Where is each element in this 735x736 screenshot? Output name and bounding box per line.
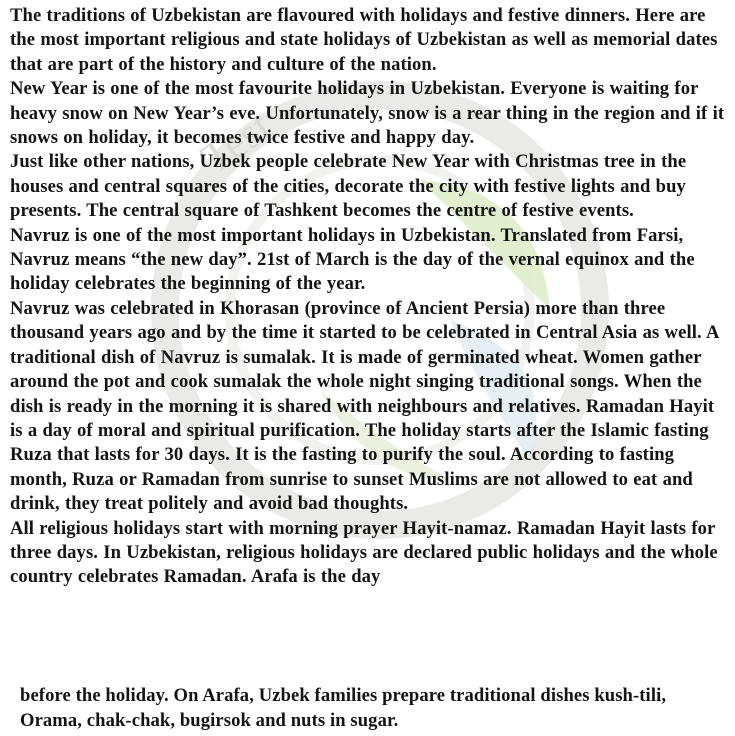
paragraph: Navruz was celebrated in Khorasan (province of Ancient Persia) more than three thousand years ago and by the time it started to be celebrated in Central Asia as well. A traditional dish of Navruz is sumalak. It is made of germinated wheat. Women gather around the pot and cook sumalak the whole night singing traditional songs. When the dish is ready in the morning it is shared with neighbours and relatives. Ramadan Hayit is a day of moral and spiritual purification. The holiday starts after the Islamic fasting Ruza that lasts for 30 days. It is the fasting to purify the soul. According to fasting month, Ruza or Ramadan from sunrise to sunset Muslims are not allowed to eat and drink, they treat politely and avoid bad thoughts. — [10, 297, 719, 515]
svg-text:Test: Test — [192, 101, 281, 184]
paragraph: New Year is one of the most favourite holidays in Uzbekistan. Everyone is waiting for heavy snow on New Year’s eve. Unfortunately, snow is a rear thing in the region and if it snows on holiday, it becomes twice festive and happy day. — [10, 78, 725, 149]
document-body — [10, 4, 732, 590]
paragraph: All religious holidays start with morning prayer Hayit-namaz. Ramadan Hayit lasts for three days. In Uzbekistan, religious holidays are declared public holidays and the whole country celebrates Ramadan. Arafa is the day — [10, 517, 718, 588]
paragraph: The traditions of Uzbekistan are flavoured with holidays and festive dinners. Here are the most important religious and state holidays of Uzbekistan as well as memorial dates that are part of the history and culture of the nation. — [10, 5, 718, 75]
paragraph: Just like other nations, Uzbek people celebrate New Year with Christmas tree in the houses and central squares of the cities, decorate the city with festive lights and buy presents. The central square of Tashkent becomes the centre of festive events. — [10, 151, 687, 222]
continuation-block — [20, 683, 725, 733]
paragraph: Navruz is one of the most important holidays in Uzbekistan. Translated from Farsi, Navruz means “the new day”. 21st of March is the day of the vernal equinox and the holiday celebrates the beginning of the year. — [10, 224, 695, 295]
paragraph-continuation: before the holiday. On Arafa, Uzbek families prepare traditional dishes kush-tili, Orama, chak-chak, bugirsok and nuts in sugar. — [20, 685, 667, 731]
